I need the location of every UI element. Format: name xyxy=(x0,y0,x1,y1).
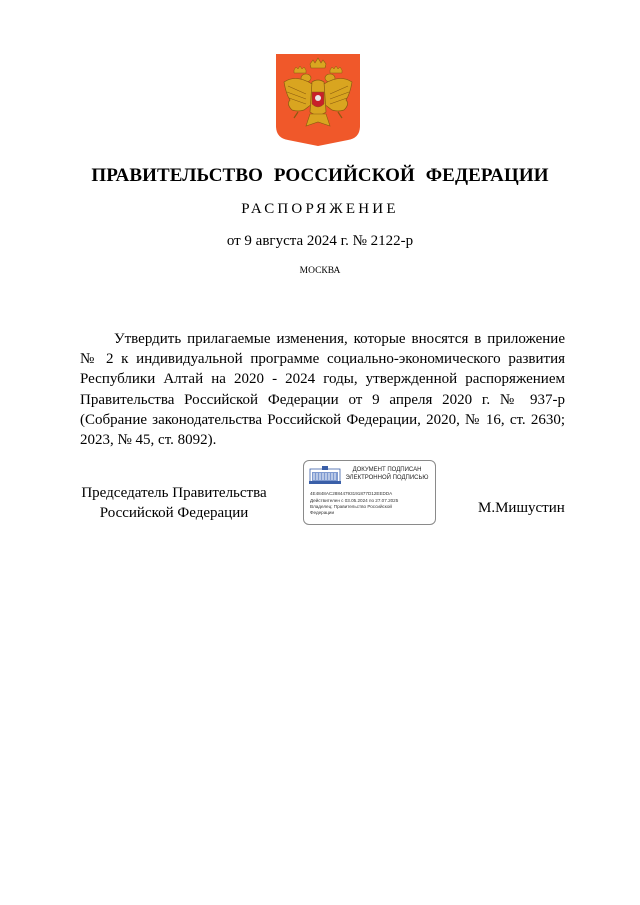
government-building-icon xyxy=(309,466,341,484)
coat-of-arms-emblem xyxy=(276,54,360,146)
signatory-position-line1: Председатель Правительства xyxy=(81,485,267,501)
document-date-number: от 9 августа 2024 г. № 2122-р xyxy=(226,233,414,249)
stamp-owner-line1: Владелец: Правительство Российской xyxy=(310,504,392,509)
stamp-title-line2: ЭЛЕКТРОННОЙ ПОДПИСЬЮ xyxy=(345,474,429,481)
document-city: МОСКВА xyxy=(299,266,341,276)
stamp-certificate: 4E4848AC28844793191877D12EEDDA xyxy=(310,491,393,496)
stamp-title-line1: ДОКУМЕНТ ПОДПИСАН xyxy=(352,467,422,473)
signatory-position-line2: Российской Федерации xyxy=(99,505,249,521)
order-paragraph: Утвердить прилагаемые изменения, которые вносятся в приложение № 2 к индивидуальной программе социально-экономического развития Республики Алтай на 2020 - 2024 годы, утвержденной распоряжением Правительства Российской Федерации от 9 апреля 2020 г. № 937-р (Собрание законодательства Российской Федерации, 2020, № 16, ст. 2630; 2023, № 45, ст. 8092). xyxy=(80,331,565,449)
signatory-position xyxy=(64,483,284,523)
electronic-signature-stamp xyxy=(303,460,436,525)
stamp-validity: Действителен с 03.05.2024 по 27.07.2025 xyxy=(310,498,399,503)
document-type: РАСПОРЯЖЕНИЕ xyxy=(241,201,399,217)
stamp-owner-line2: Федерации xyxy=(310,510,335,515)
stamp-title xyxy=(342,467,432,482)
government-title: ПРАВИТЕЛЬСТВО РОССИЙСКОЙ ФЕДЕРАЦИИ xyxy=(91,165,549,186)
signatory-name: М.Мишустин xyxy=(478,500,565,516)
